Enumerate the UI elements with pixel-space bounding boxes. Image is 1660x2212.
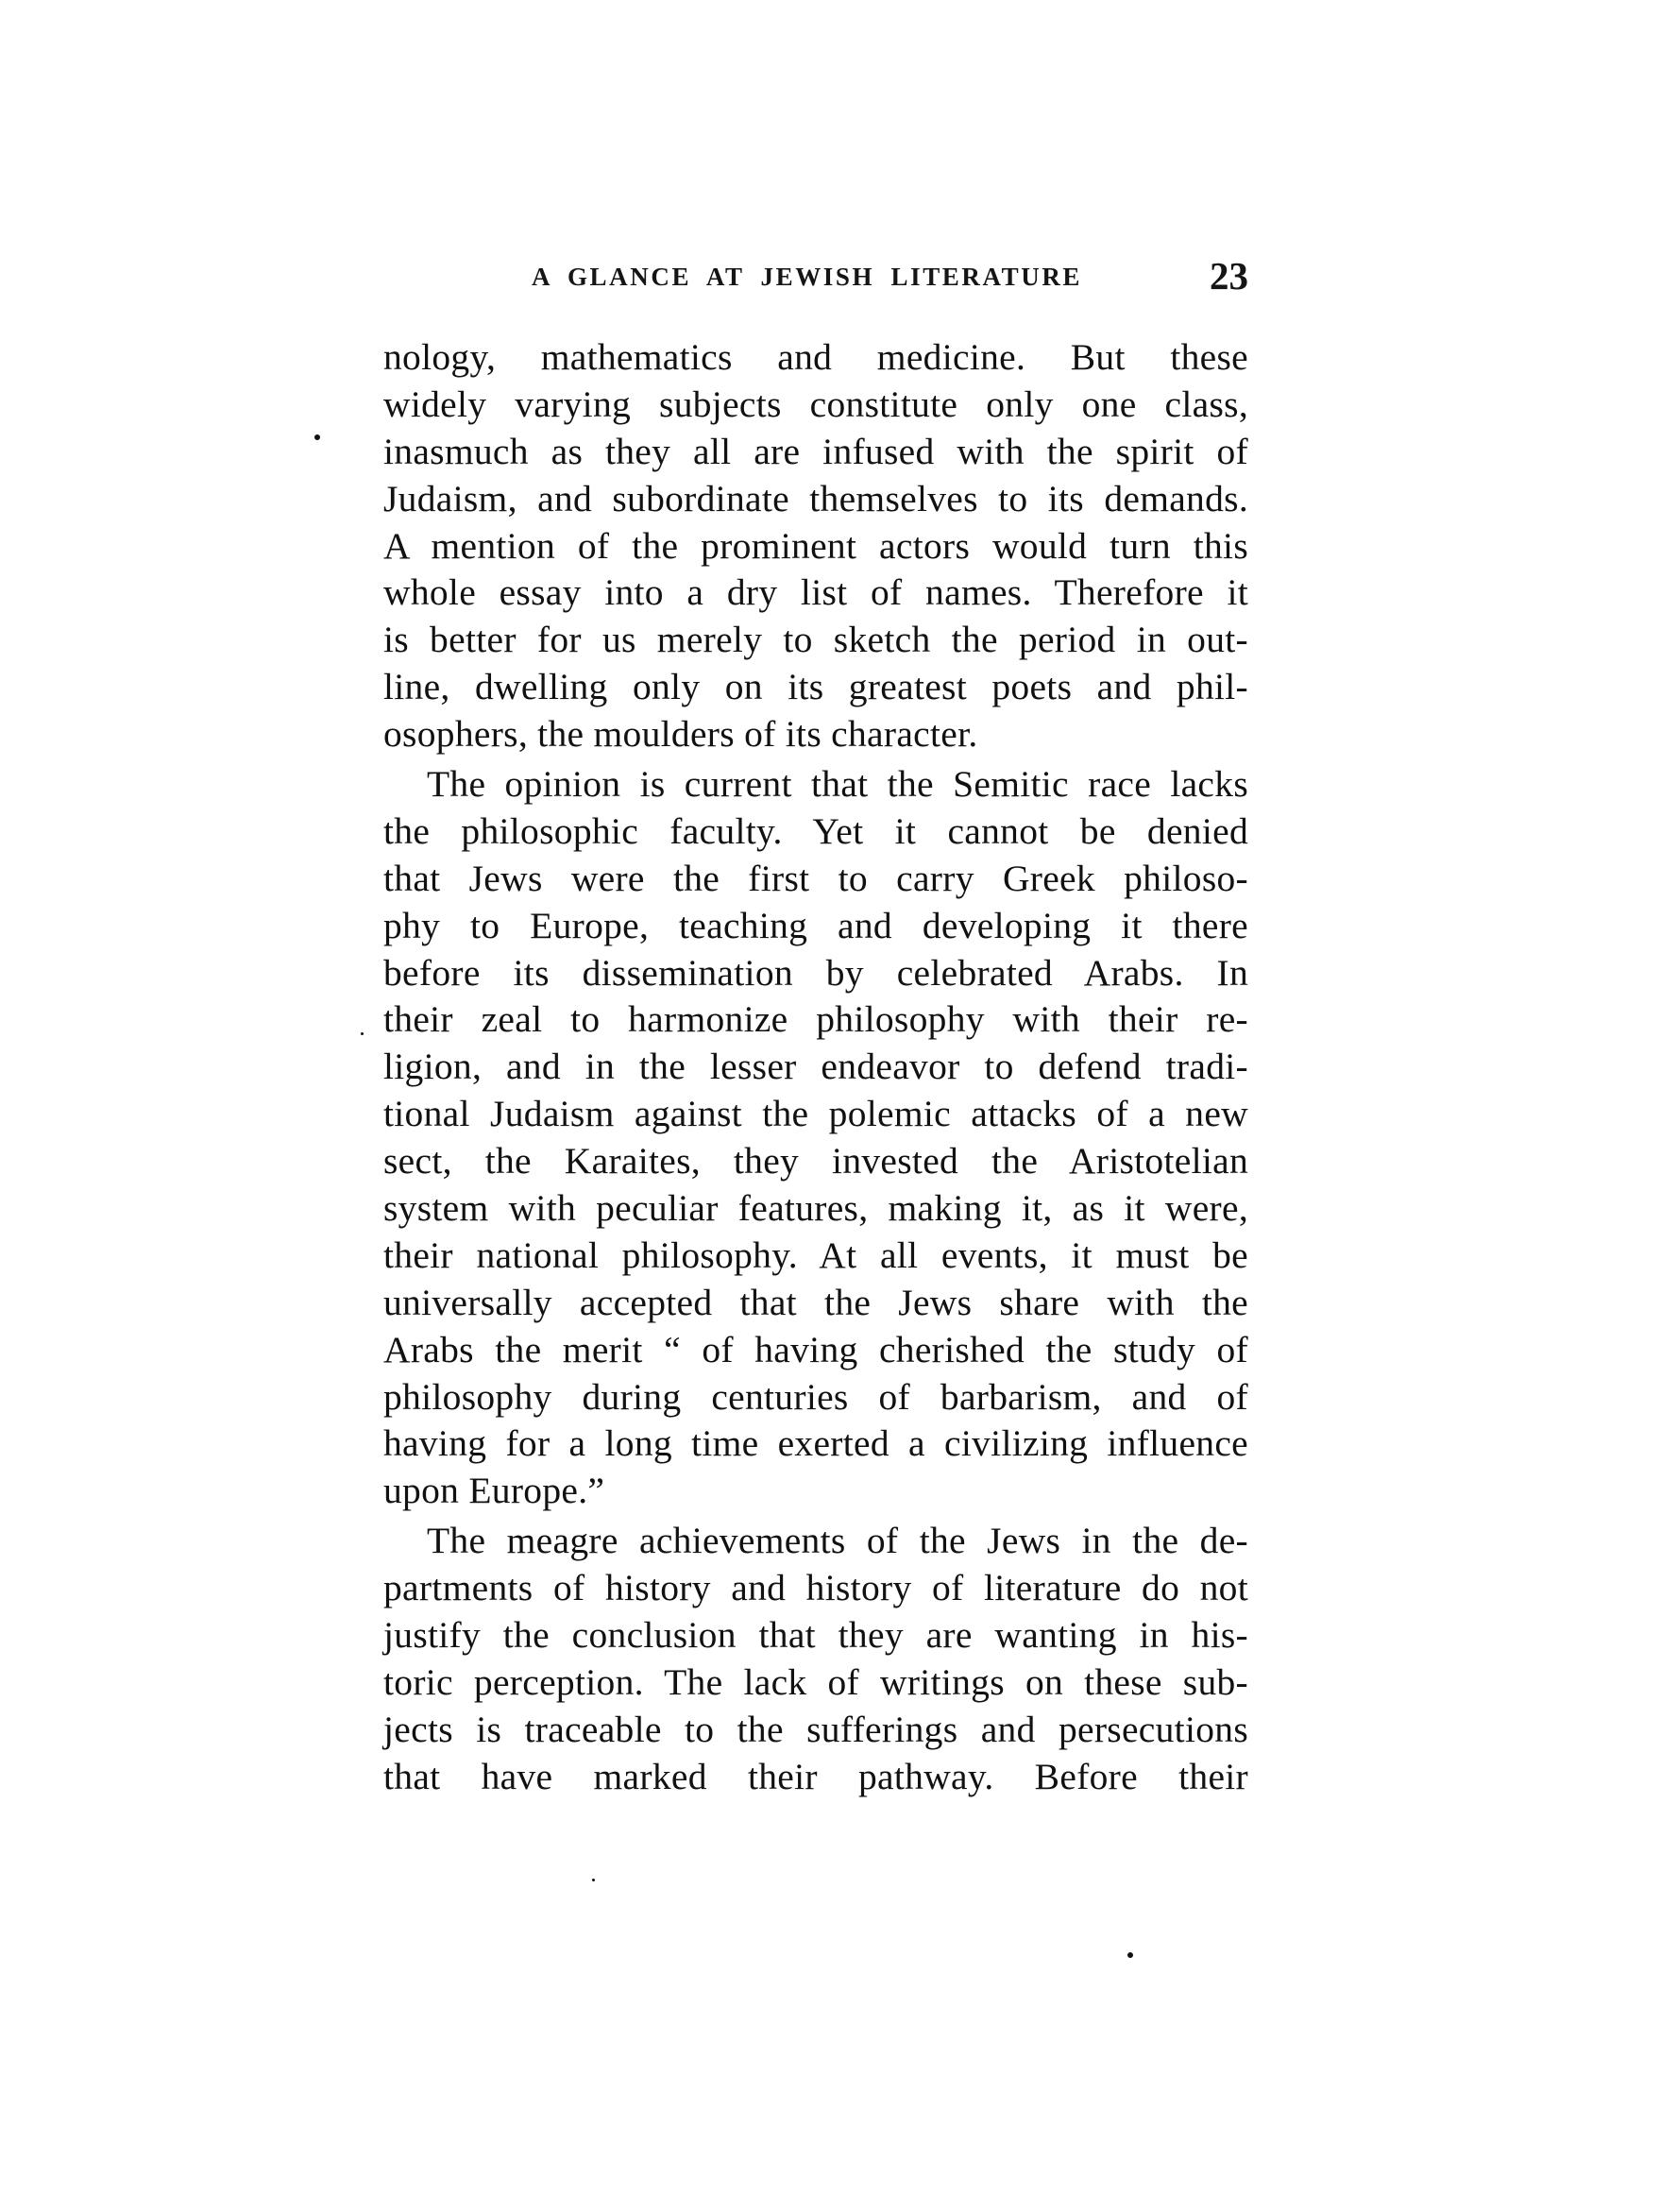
scan-speck	[314, 434, 320, 440]
text-line: their national philosophy. At all events, it must be	[383, 1234, 1248, 1276]
text-line: The opinion is current that the Semitic race lacks	[427, 763, 1248, 806]
text-line: upon Europe.”	[383, 1470, 605, 1512]
text-line: that Jews were the first to carry Greek philoso-	[383, 857, 1248, 899]
text-line: philosophy during centuries of barbarism, and of	[383, 1375, 1248, 1418]
text-line: nology, mathematics and medicine. But these	[383, 336, 1248, 378]
text-line: toric perception. The lack of writings on these sub-	[383, 1660, 1248, 1703]
text-line: jects is traceable to the sufferings and persecutions	[383, 1708, 1248, 1750]
text-line: phy to Europe, teaching and developing it there	[383, 904, 1248, 946]
text-line: sect, the Karaites, they invested the Aristotelian	[383, 1140, 1248, 1183]
text-line: ligion, and in the lesser endeavor to defend tradi-	[383, 1046, 1248, 1088]
text-line: having for a long time exerted a civilizing influence	[383, 1422, 1248, 1465]
text-line: justify the conclusion that they are wanting in his-	[383, 1614, 1248, 1657]
text-line: system with peculiar features, making it, as it were,	[383, 1187, 1248, 1230]
text-line: before its dissemination by celebrated Arabs. In	[383, 951, 1248, 994]
paragraph-1	[383, 334, 1248, 758]
text-line: universally accepted that the Jews share with the	[383, 1281, 1248, 1323]
text-line: line, dwelling only on its greatest poets and phil-	[383, 666, 1248, 708]
text-line: tional Judaism against the polemic attacks of a new	[383, 1093, 1248, 1135]
paragraph-3	[383, 1518, 1248, 1800]
text-line: inasmuch as they all are infused with the spirit of	[383, 430, 1248, 472]
scan-speck	[592, 1879, 595, 1881]
text-line: partments of history and history of literature do not	[383, 1567, 1248, 1609]
scan-speck	[1127, 1952, 1133, 1958]
page-number: 23	[1210, 254, 1248, 298]
text-line: Judaism, and subordinate themselves to its demands.	[383, 477, 1248, 519]
running-head	[383, 255, 1248, 300]
paragraph-2	[383, 761, 1248, 1515]
scan-speck	[361, 1032, 364, 1035]
text-line: is better for us merely to sketch the period in out-	[383, 619, 1248, 661]
text-line: whole essay into a dry list of names. Therefore it	[383, 571, 1248, 614]
text-line: Arabs the merit “ of having cherished the study of	[383, 1328, 1248, 1370]
text-line: the philosophic faculty. Yet it cannot be denied	[383, 809, 1248, 852]
text-line: their zeal to harmonize philosophy with their re-	[383, 998, 1248, 1041]
text-line: osophers, the moulders of its character.	[383, 713, 978, 756]
running-title: A GLANCE AT JEWISH LITERATURE	[532, 263, 1083, 291]
text-line: that have marked their pathway. Before their	[383, 1755, 1248, 1797]
text-line: A mention of the prominent actors would turn this	[383, 524, 1248, 567]
text-line: widely varying subjects constitute only one class,	[383, 383, 1248, 425]
body-text	[383, 334, 1248, 1801]
text-line: The meagre achievements of the Jews in the de-	[427, 1520, 1248, 1562]
